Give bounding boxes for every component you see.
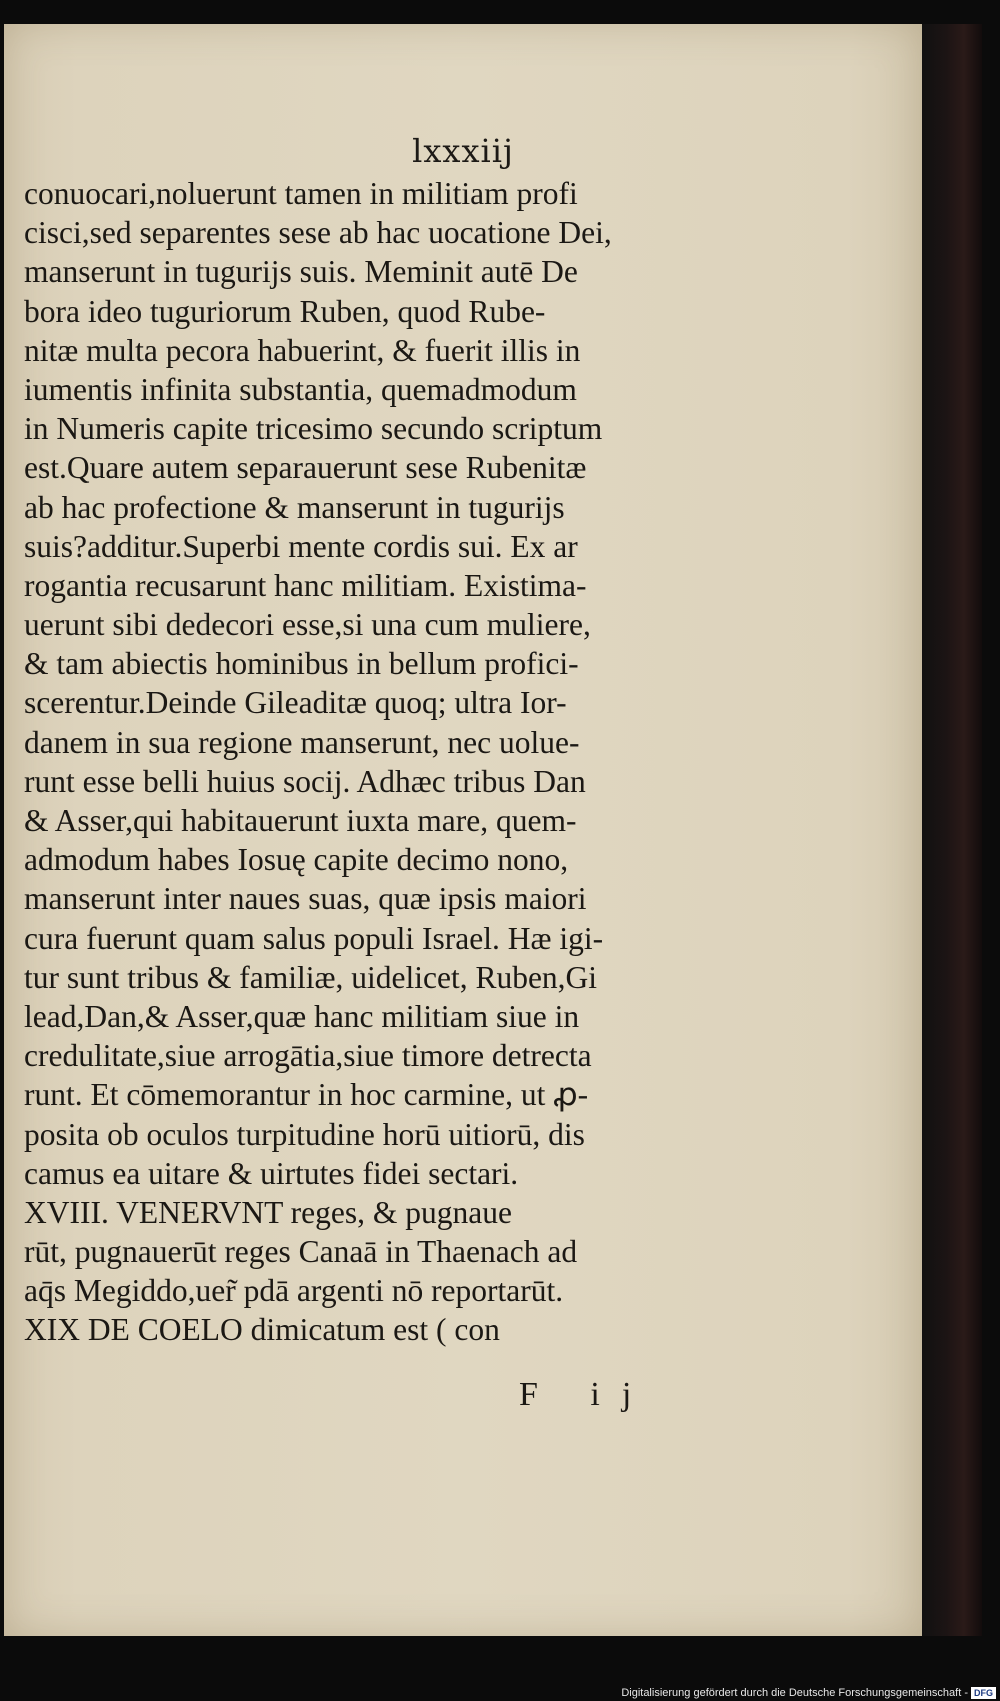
text-line: iumentis infinita substantia, quemadmodum [24, 371, 577, 407]
text-line: in Numeris capite tricesimo secundo scriptum [24, 411, 603, 447]
text-line: manserunt inter naues suas, quæ ipsis maiori [24, 881, 587, 917]
text-line: bora ideo tuguriorum Ruben, quod Rube- [24, 293, 546, 329]
text-line: camus ea uitare & uirtutes fidei sectari. [24, 1155, 519, 1191]
text-line: scerentur.Deinde Gileaditæ quoq; ultra Ior- [24, 685, 567, 721]
text-line: lead,Dan,& Asser,quæ hanc militiam siue in [24, 998, 580, 1034]
text-line: posita ob oculos turpitudine horū uitiorū, dis [24, 1116, 585, 1152]
dfg-logo: DFG [971, 1687, 996, 1699]
text-line: & Asser,qui habitauerunt iuxta mare, quem- [24, 803, 577, 838]
text-line: XVIII. VENERVNT reges, & pugnaue [24, 1194, 512, 1230]
text-line: runt. Et cōmemorantur in hoc carmine, ut ꝓ- [24, 1077, 589, 1113]
book-edge [922, 24, 982, 1636]
body-text [24, 174, 764, 1350]
book-page [4, 24, 922, 1636]
digitization-credit [621, 1687, 996, 1699]
page-header-folio: lxxxiij [412, 132, 514, 170]
signature-mark: F ij [519, 1376, 654, 1413]
text-line: admodum habes Iosuę capite decimo nono, [24, 842, 569, 878]
text-line: rogantia recusarunt hanc militiam. Existima- [24, 567, 587, 603]
text-line: ab hac profectione & manserunt in tugurijs [24, 489, 565, 525]
text-line: XIX DE COELO dimicatum est ( con [24, 1312, 500, 1348]
text-line: rūt, pugnauerūt reges Canaā in Thaenach ad [24, 1234, 578, 1270]
text-line: runt esse belli huius socij. Adhæc tribus Dan [24, 763, 586, 799]
text-line: credulitate,siue arrogātia,siue timore detrecta [24, 1038, 592, 1074]
text-line: conuocari,noluerunt tamen in militiam profi [24, 176, 578, 211]
text-line: cisci,sed separentes sese ab hac uocatione Dei, [24, 215, 612, 251]
text-line: est.Quare autem separauerunt sese Rubenitæ [24, 450, 587, 486]
text-line: manserunt in tugurijs suis. Meminit autē De [24, 254, 578, 290]
text-line: cura fuerunt quam salus populi Israel. Hæ igi- [24, 920, 604, 956]
text-line: aq̄s Megiddo,uer̃ pdā argenti nō reportarūt. [24, 1273, 564, 1309]
text-line: tur sunt tribus & familiæ, uidelicet, Ruben,Gi [24, 959, 598, 995]
text-line: suis?additur.Superbi mente cordis sui. Ex ar [24, 528, 578, 564]
text-line: & tam abiectis hominibus in bellum profici- [24, 646, 579, 682]
text-line: uerunt sibi dedecori esse,si una cum muliere, [24, 607, 591, 643]
credit-text: Digitalisierung gefördert durch die Deutsche Forschungsgemeinschaft - [621, 1687, 968, 1699]
text-line: nitæ multa pecora habuerint, & fuerit illis in [24, 332, 581, 368]
text-line: danem in sua regione manserunt, nec uolue- [24, 724, 580, 760]
